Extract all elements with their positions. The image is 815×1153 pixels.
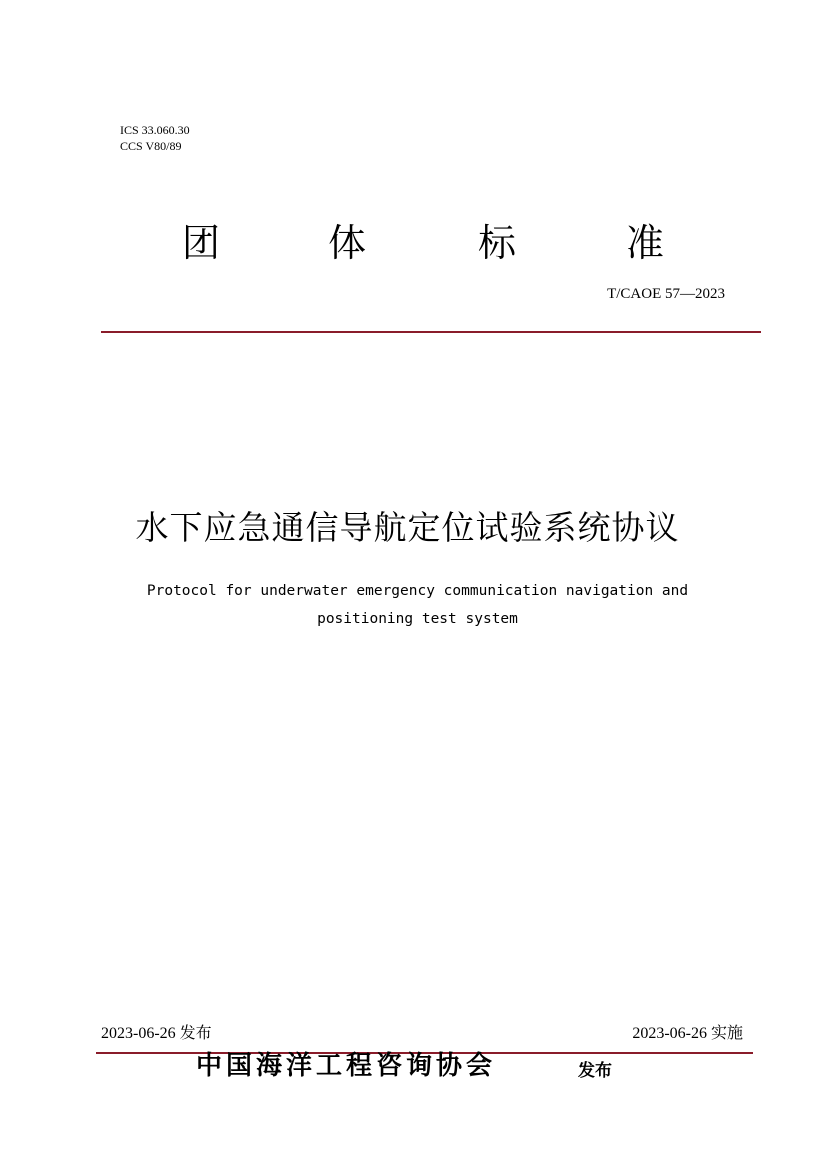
- title-english: [60, 577, 775, 633]
- standard-type-char: 体: [328, 221, 367, 265]
- top-divider: [101, 331, 761, 333]
- implementation-date: 2023-06-26 实施: [632, 1025, 743, 1042]
- title-english-line: positioning test system: [317, 611, 518, 627]
- ccs-code: CCS V80/89: [120, 139, 182, 153]
- publisher-suffix: 发布: [578, 1061, 612, 1081]
- standard-type-char: 准: [626, 221, 665, 265]
- standard-type-heading: [0, 212, 815, 272]
- release-date: 2023-06-26 发布: [101, 1025, 212, 1042]
- publisher-name: 中国海洋工程咨询协会: [196, 1051, 497, 1081]
- title-english-line: Protocol for underwater emergency communication navigation and: [146, 583, 689, 599]
- standard-type-char: 标: [478, 221, 517, 265]
- standard-type-char: 团: [182, 221, 221, 265]
- title-chinese: 水下应急通信导航定位试验系统协议: [135, 508, 680, 547]
- ics-code: ICS 33.060.30: [120, 123, 190, 137]
- classification-codes: [120, 122, 190, 154]
- standard-number: T/CAOE 57—2023: [607, 286, 725, 302]
